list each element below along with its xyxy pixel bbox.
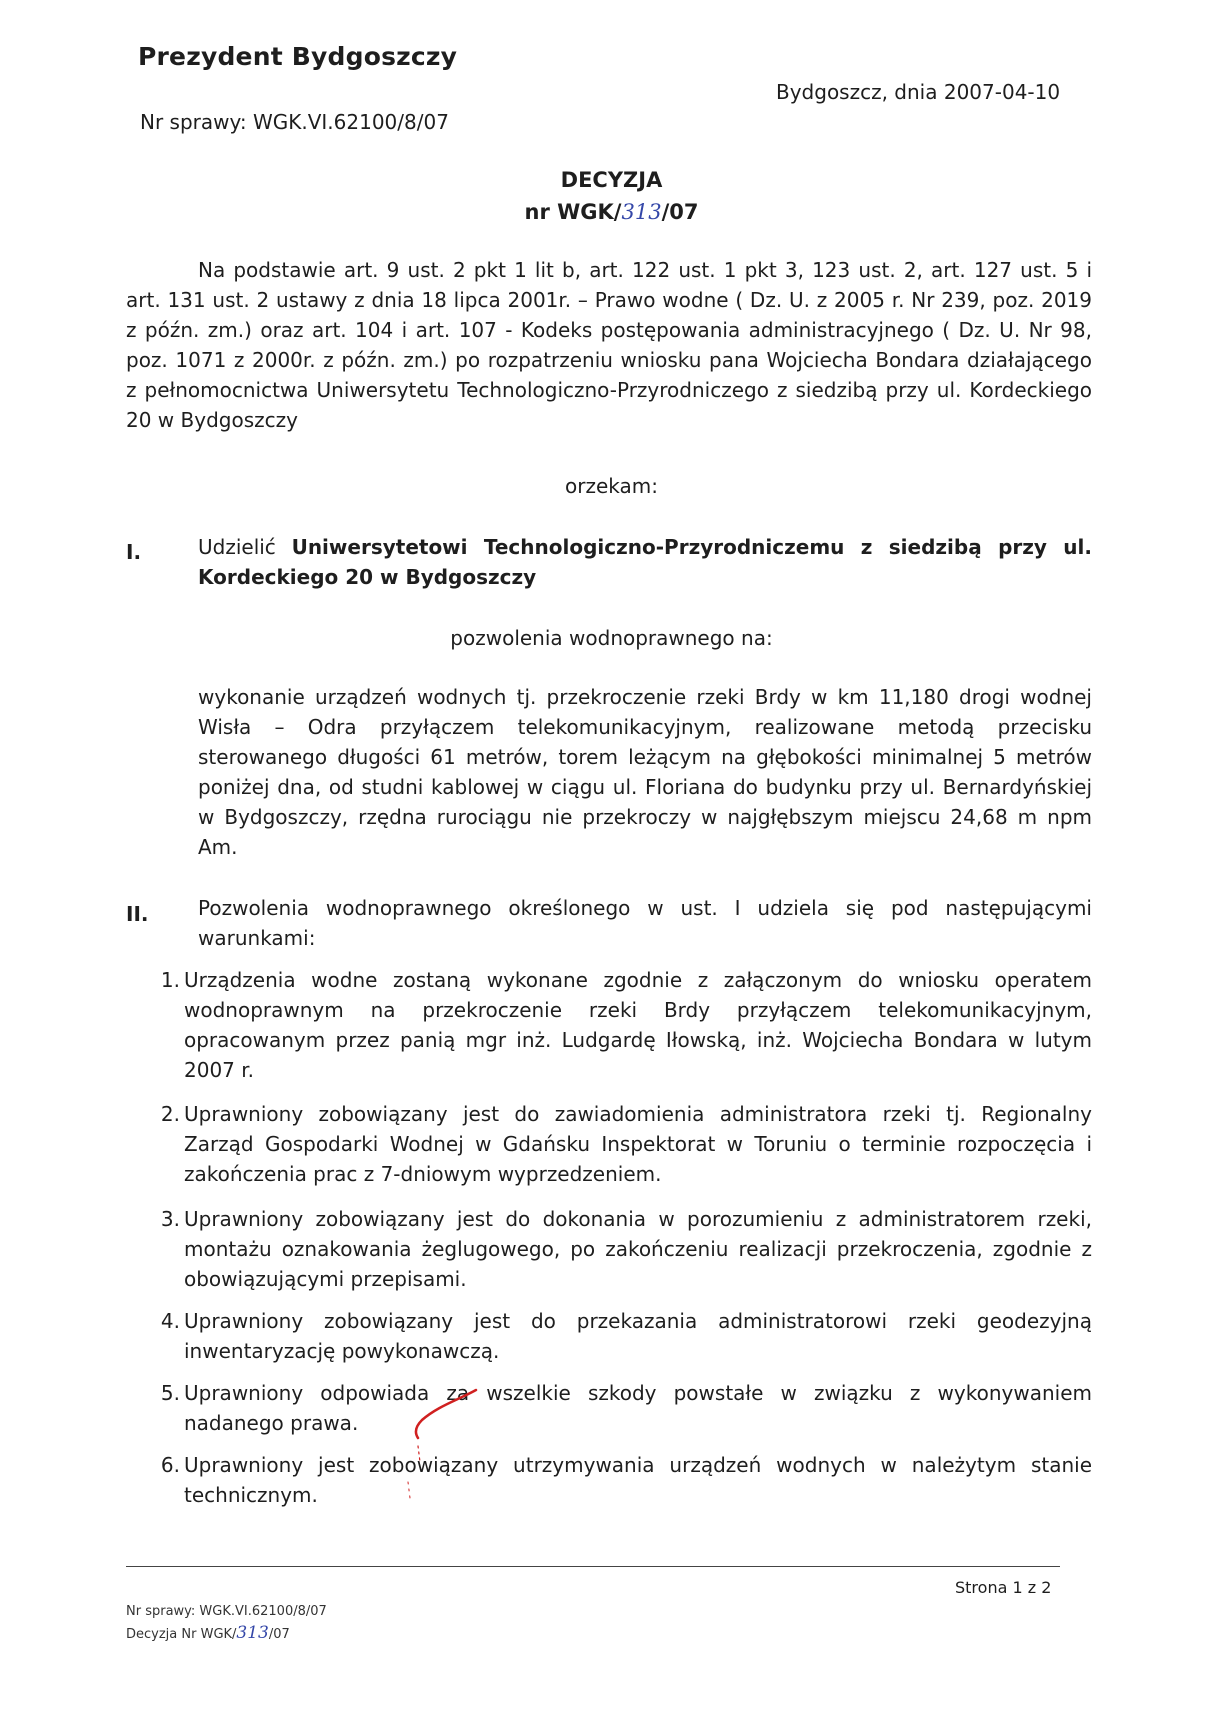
permit-scope: wykonanie urządzeń wodnych tj. przekroczenie rzeki Brdy w km 11,180 drogi wodnej Wisła – Odra przyłączem telekomunikacyjnym, realizowane metodą przecisku sterowanego długości 61 metrów, torem leżącym na głębokości minimalnej 5 metrów poniżej dna, od studni kablowej w ciągu ul. Floriana do budynku przy ul. Bernardyńskiej w Bydgoszczy, rzędna rurociągu nie przekroczy w najgłębszym miejscu 24,68 m npm Am. (198, 685, 1092, 859)
case-number: Nr sprawy: WGK.VI.62100/8/07 (140, 110, 449, 134)
footer-case-number: Nr sprawy: WGK.VI.62100/8/07 (126, 1604, 327, 1619)
condition-item (150, 1450, 1092, 1510)
handwritten-decision-number: 313 (621, 200, 662, 224)
condition-number: 6. (160, 1453, 180, 1477)
condition-item (150, 1306, 1092, 1366)
condition-number: 2. (160, 1102, 180, 1126)
decision-number-suffix: /07 (661, 200, 699, 224)
condition-text: Uprawniony zobowiązany jest do przekazania administratorowi rzeki geodezyjną inwentaryzację powykonawczą. (184, 1309, 1092, 1363)
condition-number: 1. (160, 968, 180, 992)
condition-text: Urządzenia wodne zostaną wykonane zgodnie z załączonym do wniosku operatem wodnoprawnym na przekroczenie rzeki Brdy przyłączem telekomunikacyjnym, opracowanym przez panią mgr inż. Ludgardę Iłowską, inż. Wojciecha Bondara w lutym 2007 r. (184, 968, 1092, 1082)
red-pen-mark (398, 1386, 488, 1506)
condition-item (150, 1204, 1092, 1294)
section-1-verb: Udzielić (198, 535, 276, 559)
condition-number: 3. (160, 1207, 180, 1231)
section-2-intro: Pozwolenia wodnoprawnego określonego w ust. I udziela się pod następującymi warunkami: (198, 896, 1092, 950)
footer-decision-number (126, 1623, 290, 1643)
condition-text: Uprawniony jest zobowiązany utrzymywania urządzeń wodnych w należytym stanie technicznym. (184, 1453, 1092, 1507)
condition-item (150, 1099, 1092, 1189)
decision-number-prefix: nr WGK/ (524, 200, 622, 224)
footer-decision-prefix: Decyzja Nr WGK/ (126, 1627, 237, 1642)
condition-item (150, 965, 1092, 1085)
decision-number (0, 200, 1223, 224)
footer-decision-suffix: /07 (268, 1627, 290, 1642)
page-number: Strona 1 z 2 (955, 1578, 1052, 1597)
condition-item (150, 1378, 1092, 1438)
decision-title: DECYZJA (560, 168, 663, 192)
footer-divider (126, 1566, 1060, 1567)
place-and-date: Bydgoszcz, dnia 2007-04-10 (776, 80, 1061, 104)
section-2-numeral: II. (126, 902, 149, 926)
legal-basis-paragraph: Na podstawie art. 9 ust. 2 pkt 1 lit b, art. 122 ust. 1 pkt 3, 123 ust. 2, art. 127 ust. 5 i art. 131 ust. 2 ustawy z dnia 18 lipca 2001r. – Prawo wodne ( Dz. U. z 2005 r. Nr 239, poz. 2019 z późn. zm.) oraz art. 104 i art. 107 - Kodeks postępowania administracyjnego ( Dz. U. Nr 98, poz. 1071 z 2000r. z późn. zm.) po rozpatrzeniu wniosku pana Wojciecha Bondara działającego z pełnomocnictwa Uniwersytetu Technologiczno-Przyrodniczego z siedzibą przy ul. Kordeckiego 20 w Bydgoszczy (126, 258, 1092, 432)
condition-number: 5. (160, 1381, 180, 1405)
permit-recipient: Uniwersytetowi Technologiczno-Przyrodniczemu z siedzibą przy ul. Kordeckiego 20 w Bydgoszczy (198, 535, 1092, 589)
condition-text: Uprawniony odpowiada za wszelkie szkody powstałe w związku z wykonywaniem nadanego prawa. (184, 1381, 1092, 1435)
condition-text: Uprawniony zobowiązany jest do zawiadomienia administratora rzeki tj. Regionalny Zarząd Gospodarki Wodnej w Gdańsku Inspektorat w Toruniu o terminie rozpoczęcia i zakończenia prac z 7-dniowym wyprzedzeniem. (184, 1102, 1092, 1186)
condition-text: Uprawniony zobowiązany jest do dokonania w porozumieniu z administratorem rzeki, montażu oznakowania żeglugowego, po zakończeniu realizacji przekroczenia, zgodnie z obowiązującymi przepisami. (184, 1207, 1092, 1291)
section-1-numeral: I. (126, 540, 142, 564)
ruling-heading: orzekam: (565, 474, 658, 498)
issuing-authority: Prezydent Bydgoszczy (138, 42, 458, 71)
section-1-grant (198, 532, 1092, 592)
condition-number: 4. (160, 1309, 180, 1333)
permit-heading: pozwolenia wodnoprawnego na: (450, 626, 773, 650)
footer-handwritten-number: 313 (236, 1623, 269, 1643)
